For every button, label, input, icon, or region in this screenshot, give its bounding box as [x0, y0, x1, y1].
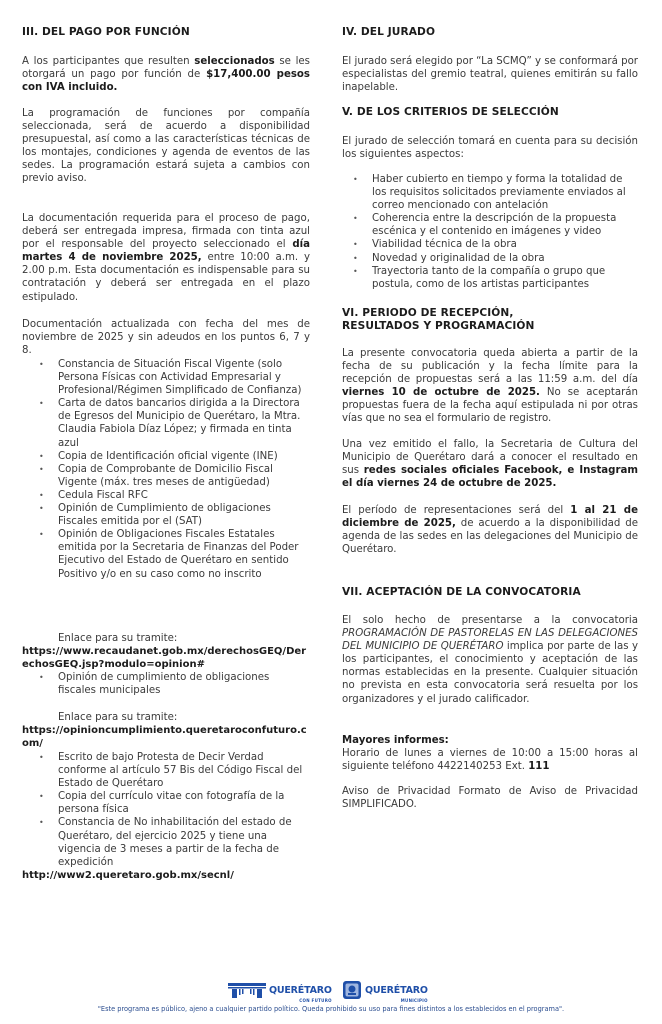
logo2-subtitle: MUNICIPIO — [400, 997, 428, 1003]
logo-queretaro-con-futuro — [228, 978, 332, 1002]
info-label: Mayores informes: — [342, 735, 449, 746]
list-item: • Haber cubierto en tiempo y forma la totalidad de los requisitos solicitados previamente enviados al correo mencionado con antelación — [336, 173, 632, 212]
link-recaudanet[interactable]: https://www.recaudanet.gob.mx/derechosGEQ/DerechosGEQ.jsp?modulo=opinion# — [22, 646, 307, 671]
list-item: • Opinión de Obligaciones Fiscales Estatales emitida por la Secretaria de Finanzas del Poder Ejecutivo del Estado de Querétaro en sentido Positivo y/o en su caso como no inscrito — [22, 528, 310, 580]
list-item: • Opinión de cumplimiento de obligaciones fiscales municipales — [22, 671, 310, 697]
list-item: • Viabilidad técnica de la obra — [336, 238, 632, 251]
link-secnl[interactable]: http://www2.queretaro.gob.mx/secnl/ — [22, 870, 234, 881]
list-item: • Novedad y originalidad de la obra — [336, 252, 632, 265]
list-item: • Cedula Fiscal RFC — [22, 489, 310, 502]
bridge-icon — [228, 982, 266, 998]
info-text: Horario de lunes a viernes de 10:00 a 15:00 horas al siguiente teléfono 4422140253 Ext. 111 — [342, 748, 638, 773]
list-item: • Copia de Comprobante de Domicilio Fiscal Vigente (máx. tres meses de antigüedad) — [22, 463, 310, 489]
periodo-paragraph-1: La presente convocatoria queda abierta a partir de la fecha de su publicación y la fecha límite para la recepción de propuestas será a las 11:59 a.m. del día viernes 10 de octubre de 2025. No se aceptarán propuestas fuera de la fecha aquí estipulada ni por otras vías que no sea el formulario de registro. — [342, 348, 638, 425]
extra-documents-list — [22, 751, 310, 869]
logo1-subtitle: CON FUTURO — [299, 997, 332, 1003]
list-item: • Copia del currículo vitae con fotografía de la persona física — [22, 790, 310, 816]
aceptacion-paragraph: El solo hecho de presentarse a la convocatoria PROGRAMACIÓN DE PASTORELAS EN LAS DELEGACIONES DEL MUNICIPIO DE QUERÉTARO implica por parte de las y los participantes, el conocimiento y aceptación de las normas establecidas en la presente. Cualquier situación no prevista en esta convocatoria será resuelta por los organizadores y el jurado calificador. — [342, 615, 638, 705]
shield-emblem-icon — [342, 980, 362, 1000]
logo1-title: QUERÉTARO — [269, 984, 332, 996]
section-heading-aceptacion: VII. ACEPTACIÓN DE LA CONVOCATORIA — [342, 586, 581, 598]
periodo-paragraph-3: El período de representaciones será del 1 al 21 de diciembre de 2025, de acuerdo a la disponibilidad de agenda de las sedes en las delegaciones del Municipio de Querétaro. — [342, 505, 638, 556]
municipal-list — [22, 671, 310, 697]
logo2-title: QUERÉTARO — [365, 984, 428, 996]
logo-queretaro-municipio — [342, 978, 428, 1002]
phone-extension: 111 — [528, 761, 550, 773]
documents-list — [22, 358, 310, 581]
section-heading-periodo: VI. PERIODO DE RECEPCIÓN, RESULTADOS Y PROGRAMACIÓN — [342, 307, 535, 332]
enlace-label-2: Enlace para su tramite: — [58, 712, 178, 723]
section-heading-criterios: V. DE LOS CRITERIOS DE SELECCIÓN — [342, 106, 559, 118]
list-item: • Escrito de bajo Protesta de Decir Verdad conforme al artículo 57 Bis del Código Fiscal del Estado de Querétaro — [22, 751, 310, 790]
list-item: • Constancia de No inhabilitación del estado de Querétaro, del ejercicio 2025 y tiene una vigencia de 3 meses a partir de la fecha de expedición — [22, 816, 310, 868]
list-item: • Carta de datos bancarios dirigida a la Directora de Egresos del Municipio de Querétaro, la Mtra. Claudia Fabiola Díaz López; y firmada en tinta azul — [22, 397, 310, 449]
footer-logos — [0, 978, 662, 1002]
list-item: • Constancia de Situación Fiscal Vigente (solo Persona Físicas con Actividad Empresarial y Profesional/Régimen Simplificado de Confianza) — [22, 358, 310, 397]
jurado-paragraph: El jurado será elegido por “La SCMQ” y se conformará por especialistas del gremio teatral, quienes emitirán su fallo inapelable. — [342, 56, 638, 94]
enlace-label-1: Enlace para su tramite: — [58, 633, 178, 644]
privacy-notice[interactable]: Aviso de Privacidad Formato de Aviso de Privacidad SIMPLIFICADO. — [342, 786, 638, 811]
pago-paragraph-1: A los participantes que resulten seleccionados se les otorgará un pago por función de $17,400.00 pesos con IVA incluido. — [22, 56, 310, 94]
list-item: • Coherencia entre la descripción de la propuesta escénica y el contenido en imágenes y video — [336, 212, 632, 238]
pago-paragraph-4: Documentación actualizada con fecha del mes de noviembre de 2025 y sin adeudos en los puntos 6, 7 y 8. — [22, 319, 310, 357]
criterios-paragraph: El jurado de selección tomará en cuenta para su decisión los siguientes aspectos: — [342, 136, 638, 161]
disclaimer: "Este programa es público, ajeno a cualquier partido político. Queda prohibido su uso para fines distintos a los establecidos en el programa". — [97, 1005, 565, 1013]
section-heading-pago: III. DEL PAGO POR FUNCIÓN — [22, 26, 190, 38]
pago-paragraph-2: La programación de funciones por compañía seleccionada, será de acuerdo a disponibilidad presupuestal, así como a las características técnicas de los montajes, condiciones y agenda de eventos de las sedes. La programación estará sujeta a cambios con previo aviso. — [22, 108, 310, 185]
criteria-list — [336, 173, 632, 291]
periodo-paragraph-2: Una vez emitido el fallo, la Secretaria de Cultura del Municipio de Querétaro dará a conocer el resultado en sus redes sociales oficiales Facebook, e Instagram el día viernes 24 de octubre de 2025. — [342, 439, 638, 490]
section-heading-jurado: IV. DEL JURADO — [342, 26, 436, 38]
list-item: • Trayectoria tanto de la compañía o grupo que postula, como de los artistas participantes — [336, 265, 632, 291]
list-item: • Opinión de Cumplimiento de obligaciones Fiscales emitida por el (SAT) — [22, 502, 310, 528]
pago-paragraph-3: La documentación requerida para el proceso de pago, deberá ser entregada impresa, firmada con tinta azul por el responsable del proyecto seleccionado el día martes 4 de noviembre 2025, entre 10:00 a.m. y 2.00 p.m. Esta documentación es indispensable para su contratación y deberá ser entregada en el plazo estipulado. — [22, 213, 310, 303]
list-item: • Copia de Identificación oficial vigente (INE) — [22, 450, 310, 463]
link-opinion-cumplimiento[interactable]: https://opinioncumplimiento.queretaroconfuturo.com/ — [22, 725, 307, 750]
